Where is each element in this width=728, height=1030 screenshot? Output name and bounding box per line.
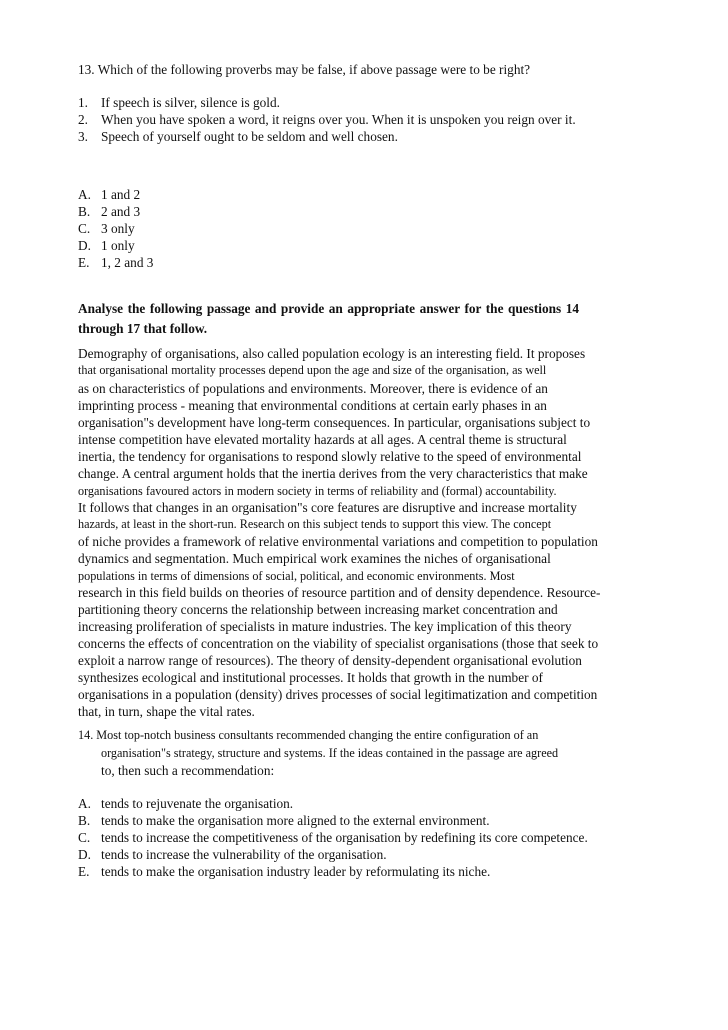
option-text: tends to make the organisation more aligned to the external environment. — [101, 813, 490, 828]
option-letter: C. — [78, 221, 91, 236]
option-letter: C. — [78, 830, 91, 845]
statement-number: 1. — [78, 95, 88, 110]
statement-number: 2. — [78, 112, 88, 127]
q14-question-line: 14. Most top-notch business consultants recommended changing the entire configuration of an — [78, 728, 539, 742]
option-text: 2 and 3 — [101, 204, 141, 219]
passage-line: dynamics and segmentation. Much empirical work examines the niches of organisational — [78, 551, 551, 566]
passage-line: intense competition have elevated mortality hazards at all ages. A central theme is structural — [78, 432, 567, 447]
option-text: 1 and 2 — [101, 187, 141, 202]
passage-line: research in this field builds on theories of resource partition and of density dependence. Resource- — [78, 585, 601, 600]
passage-line: partitioning theory concerns the relationship between increasing market concentration and — [78, 602, 558, 617]
option-letter: D. — [78, 847, 91, 862]
option-letter: E. — [78, 255, 90, 270]
passage-line: hazards, at least in the short-run. Research on this subject tends to support this view. The concept — [78, 517, 552, 531]
statement-text: If speech is silver, silence is gold. — [101, 95, 280, 110]
passage-line: Demography of organisations, also called population ecology is an interesting field. It proposes — [78, 346, 586, 361]
passage-line: inertia, the tendency for organisations to respond slowly relative to the speed of environmental — [78, 449, 582, 464]
statement-text: Speech of yourself ought to be seldom and well chosen. — [101, 129, 398, 144]
passage-line: It follows that changes in an organisation"s core features are disruptive and increase mortality — [78, 500, 577, 515]
option-text: tends to rejuvenate the organisation. — [101, 796, 294, 811]
option-letter: D. — [78, 238, 91, 253]
passage-line: that, in turn, shape the vital rates. — [78, 704, 255, 719]
q14-question-line: organisation"s strategy, structure and systems. If the ideas contained in the passage are agreed — [101, 746, 559, 760]
passage-line: organisations in a population (density) drives processes of social legitimatization and competition — [78, 687, 598, 702]
statement-number: 3. — [78, 129, 88, 144]
option-letter: B. — [78, 204, 91, 219]
passage-line: change. A central argument holds that the inertia derives from the very characteristics that make — [78, 466, 588, 481]
option-letter: A. — [78, 796, 91, 811]
option-letter: E. — [78, 864, 90, 879]
option-text: tends to increase the competitiveness of the organisation by redefining its core competence. — [101, 830, 588, 845]
option-text: 3 only — [101, 221, 135, 236]
passage-line: that organisational mortality processes depend upon the age and size of the organisation, as well — [78, 363, 547, 377]
q13-question: 13. Which of the following proverbs may be false, if above passage were to be right? — [78, 62, 531, 77]
option-letter: B. — [78, 813, 91, 828]
option-text: tends to make the organisation industry leader by reformulating its niche. — [101, 864, 491, 879]
option-text: 1, 2 and 3 — [101, 255, 154, 270]
instruction-heading-line: Analyse the following passage and provide an appropriate answer for the questions 14 — [78, 301, 580, 316]
passage-line: concerns the effects of concentration on the viability of specialist organisations (those that seek to — [78, 636, 599, 651]
passage-line: as on characteristics of populations and environments. Moreover, there is evidence of an — [78, 381, 548, 396]
option-text: tends to increase the vulnerability of the organisation. — [101, 847, 387, 862]
passage-line: organisation"s development have long-term consequences. In particular, organisations subject to — [78, 415, 591, 430]
option-text: 1 only — [101, 238, 135, 253]
option-letter: A. — [78, 187, 91, 202]
passage-line: imprinting process - meaning that environmental conditions at certain early phases in an — [78, 398, 547, 413]
passage-line: increasing proliferation of specialists in mature industries. The key implication of this theory — [78, 619, 572, 634]
instruction-heading-line: through 17 that follow. — [78, 321, 208, 336]
passage-line: organisations favoured actors in modern society in terms of reliability and (formal) accountability. — [78, 484, 557, 498]
passage-line: populations in terms of dimensions of social, political, and economic environments. Most — [78, 569, 515, 583]
passage-line: exploit a narrow range of resources). The theory of density-dependent organisational evolution — [78, 653, 582, 668]
passage-line: of niche provides a framework of relative environmental variations and competition to population — [78, 534, 598, 549]
passage-line: synthesizes ecological and institutional processes. It holds that growth in the number of — [78, 670, 543, 685]
q14-question-line: to, then such a recommendation: — [101, 763, 275, 778]
statement-text: When you have spoken a word, it reigns over you. When it is unspoken you reign over it. — [101, 112, 576, 127]
